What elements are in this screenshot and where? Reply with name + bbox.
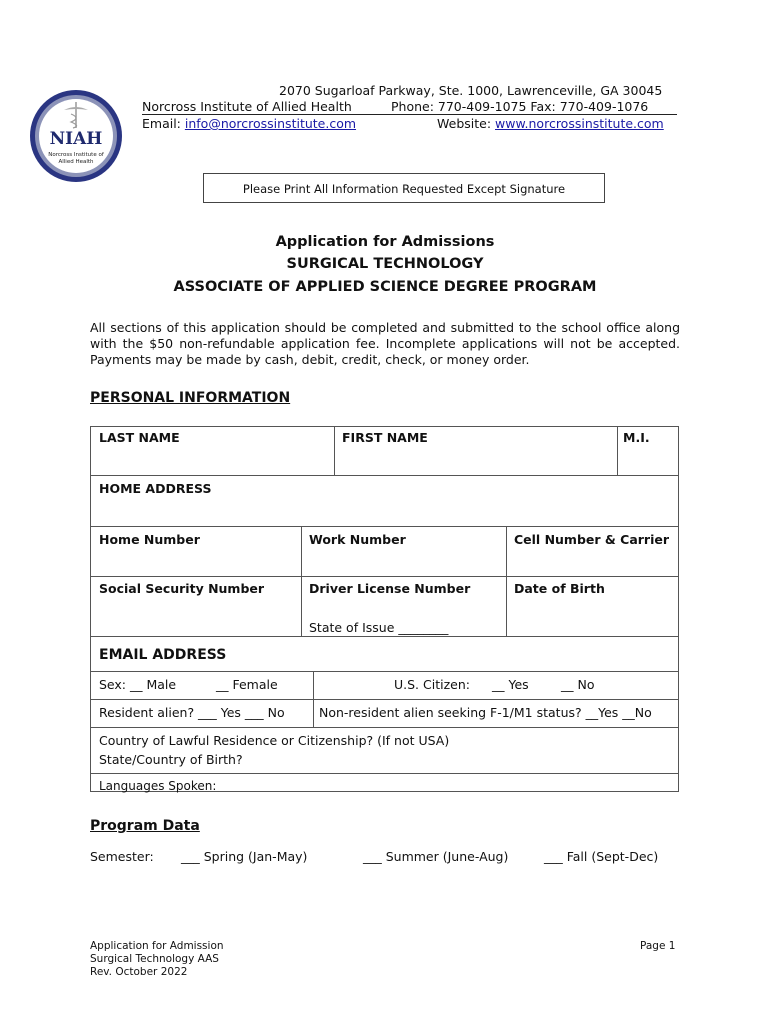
citizen-no-option[interactable]: __ No bbox=[561, 677, 595, 692]
birth-place-field[interactable]: State/Country of Birth? bbox=[99, 752, 243, 767]
middle-initial-field[interactable]: M.I. bbox=[623, 430, 650, 445]
intro-paragraph: All sections of this application should be completed and submitted to the school office along with the $50 non-refundable application fee. Incomplete applications will not be accepted. Payments may be made by cash, debit, credit, check, or money order. bbox=[90, 320, 680, 367]
footer-info: Application for Admission Surgical Technology AAS Rev. October 2022 bbox=[90, 940, 224, 978]
website-line: Website: www.norcrossinstitute.com bbox=[437, 116, 664, 131]
home-number-field[interactable]: Home Number bbox=[99, 532, 200, 547]
program-data-heading: Program Data bbox=[90, 818, 200, 834]
page-number: Page 1 bbox=[640, 940, 676, 952]
languages-field[interactable]: Languages Spoken: bbox=[99, 779, 217, 793]
drivers-license-field[interactable]: Driver License Number bbox=[309, 581, 471, 596]
semester-label: Semester: bbox=[90, 849, 154, 864]
citizen-yes-option[interactable]: __ Yes bbox=[492, 677, 529, 692]
work-number-field[interactable]: Work Number bbox=[309, 532, 406, 547]
sex-male-option[interactable]: Sex: __ Male bbox=[99, 677, 177, 692]
program-title: SURGICAL TECHNOLOGY bbox=[286, 256, 484, 272]
sex-female-option[interactable]: __ Female bbox=[216, 677, 278, 692]
cell-number-field[interactable]: Cell Number & Carrier bbox=[514, 532, 670, 547]
home-address-field[interactable]: HOME ADDRESS bbox=[99, 481, 212, 496]
email-address-field[interactable]: EMAIL ADDRESS bbox=[99, 647, 227, 663]
header-rule bbox=[142, 114, 677, 115]
country-residence-field[interactable]: Country of Lawful Residence or Citizenship? (If not USA) bbox=[99, 733, 450, 748]
summer-option[interactable]: ___ Summer (June-Aug) bbox=[363, 849, 509, 864]
degree-title: ASSOCIATE OF APPLIED SCIENCE DEGREE PROGRAM bbox=[173, 279, 597, 295]
state-of-issue-field[interactable]: State of Issue ________ bbox=[309, 620, 449, 635]
logo-text: NIAH bbox=[49, 129, 103, 149]
school-address: 2070 Sugarloaf Parkway, Ste. 1000, Lawrenceville, GA 30045 bbox=[279, 83, 663, 98]
institute-logo bbox=[28, 88, 124, 184]
institute-name: Norcross Institute of Allied Health bbox=[142, 99, 352, 114]
dob-field[interactable]: Date of Birth bbox=[514, 581, 605, 596]
form-title: Application for Admissions bbox=[275, 234, 495, 250]
resident-alien-field[interactable]: Resident alien? ___ Yes ___ No bbox=[99, 705, 285, 720]
email-link[interactable]: info@norcrossinstitute.com bbox=[184, 116, 357, 131]
phone-fax: Phone: 770-409-1075 Fax: 770-409-1076 bbox=[391, 99, 649, 114]
website-link[interactable]: www.norcrossinstitute.com bbox=[495, 116, 664, 131]
spring-option[interactable]: ___ Spring (Jan-May) bbox=[181, 849, 308, 864]
fall-option[interactable]: ___ Fall (Sept-Dec) bbox=[544, 849, 659, 864]
last-name-field[interactable]: LAST NAME bbox=[99, 430, 180, 445]
us-citizen-label: U.S. Citizen: bbox=[394, 677, 470, 692]
personal-info-heading: PERSONAL INFORMATION bbox=[90, 390, 291, 406]
nonresident-alien-field[interactable]: Non-resident alien seeking F-1/M1 status? __Yes __No bbox=[319, 705, 652, 720]
svg-text:Allied Health: Allied Health bbox=[58, 159, 94, 165]
svg-text:Norcross Institute of: Norcross Institute of bbox=[48, 152, 104, 158]
personal-info-table bbox=[90, 426, 679, 792]
ssn-field[interactable]: Social Security Number bbox=[99, 581, 265, 596]
first-name-field[interactable]: FIRST NAME bbox=[342, 430, 428, 445]
print-notice: Please Print All Information Requested Except Signature bbox=[203, 173, 605, 203]
email-line: Email: info@norcrossinstitute.com bbox=[142, 116, 357, 131]
